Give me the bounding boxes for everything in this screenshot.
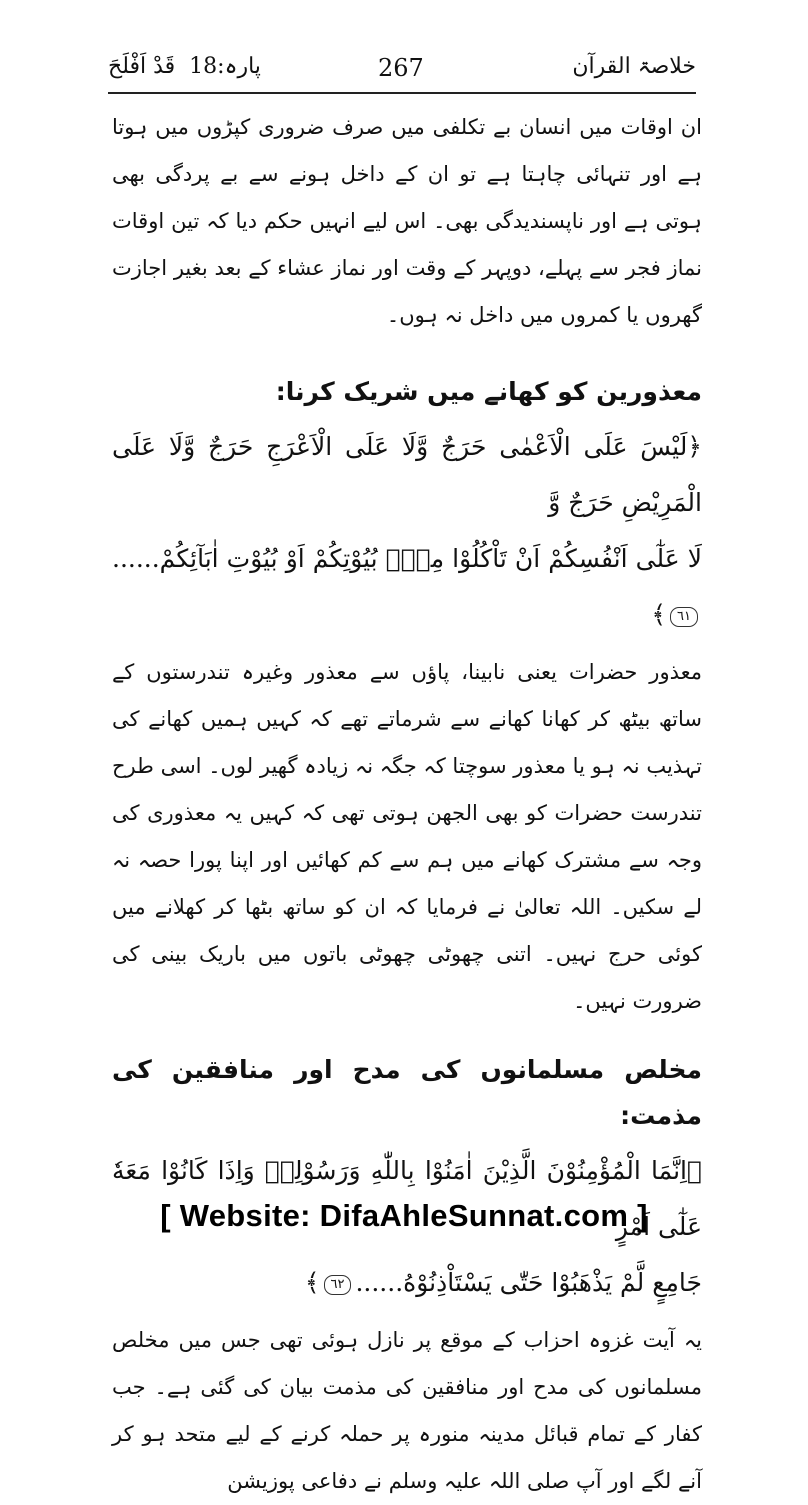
text-line: جگہ نہ زیادہ گھیر لوں۔ اسی طرح تندرست حضرات کو بھی الجھن ہوتی تھی کہ کہیں یہ	[112, 754, 702, 825]
verse-close-bracket: ﴾	[304, 1268, 320, 1297]
ayah-number-badge: ٦١	[670, 607, 698, 627]
text-line: حملہ کرنے کے لیے متحد ہو کر آنے لگے اور آپ صلی اللہ علیہ وسلم نے دفاعی پوزیشن	[112, 1422, 702, 1493]
section-heading: معذورین کو کھانے میں شریک کرنا:	[275, 377, 702, 406]
intro-paragraph	[112, 104, 702, 339]
body-paragraph	[112, 1317, 702, 1505]
quran-verse	[112, 419, 702, 643]
text-line: چھوٹی باتوں میں باریک بینی کی ضرورت نہیں۔	[112, 942, 702, 1013]
body-paragraph	[112, 649, 702, 1025]
text-line: چاہتا ہے تو ان کے داخل ہونے سے بے پردگی بھی ہوتی ہے اور ناپسندیدگی بھی۔ اس	[112, 162, 702, 233]
verse-line	[112, 1255, 702, 1311]
text-line: یہ آیت غزوہ احزاب کے موقع پر نازل ہوئی تھی جس میں مخلص مسلمانوں	[112, 1328, 702, 1399]
text-line: لیے انہیں حکم دیا کہ تین اوقات نماز فجر سے پہلے، دوپہر کے وقت اور نماز عشاء کے	[112, 209, 703, 280]
website-footer: [ Website: DifaAhleSunnat.com ]	[160, 1198, 648, 1233]
ayah-number-badge: ٦٢	[324, 1275, 352, 1295]
verse-line-text: لَا عَلٰٓى اَنْفُسِكُمْ اَنْ تَاْكُلُوْا مِنْۢ بُيُوْتِكُمْ اَوْ بُيُوْتِ اٰبَآئِكُمْ......	[112, 544, 702, 573]
para-info	[108, 54, 261, 79]
page-number: 267	[378, 54, 424, 82]
text-line: ان اوقات میں انسان بے تکلفی میں صرف ضروری کپڑوں میں ہوتا ہے اور تنہائی	[112, 115, 702, 186]
section-heading: مخلص مسلمانوں کی مدح اور منافقین کی مذمت:	[112, 1055, 702, 1130]
page-header	[108, 52, 696, 94]
verse-close-bracket: ﴾	[651, 600, 667, 629]
page-content	[112, 104, 702, 1505]
text-line: کر کھانا کھانے سے شرماتے تھے کہ کہیں ہمیں کھانے کی تہذیب نہ ہو یا معذور سوچتا کہ	[112, 707, 702, 778]
text-line: سکیں۔ اللہ تعالیٰ نے فرمایا کہ ان کو ساتھ بٹھا کر کھلانے میں کوئی حرج نہیں۔ اتنی چھوٹی	[112, 895, 702, 966]
para-name: قَدْ اَفْلَحَ	[108, 54, 176, 79]
para-label: پارہ:18	[189, 54, 261, 79]
text-line: بعد بغیر اجازت گھروں یا کمروں میں داخل نہ ہوں۔	[112, 256, 702, 327]
text-line: معذوری کی وجہ سے مشترک کھانے میں ہم سے کم کھائیں اور اپنا پورا حصہ نہ لے	[112, 801, 702, 919]
text-line: کی مدح اور منافقین کی مذمت بیان کی گئی ہے۔ جب کفار کے تمام قبائل مدینہ منورہ پر	[112, 1375, 702, 1446]
verse-line-text: جَامِعٍ لَّمْ يَذْهَبُوْا حَتّٰى يَسْتَاْذِنُوْهُ......	[355, 1268, 702, 1297]
verse-line: ﴿لَيْسَ عَلَى الْاَعْمٰى حَرَجٌ وَّلَا عَلَى الْاَعْرَجِ حَرَجٌ وَّلَا عَلَى الْمَرِيْضِ حَرَجٌ وَّ	[112, 432, 702, 517]
verse-line	[112, 531, 702, 643]
book-title: خلاصۃ القرآن	[572, 54, 696, 79]
text-line: معذور حضرات یعنی نابینا، پاؤں سے معذور وغیرہ تندرستوں کے ساتھ بیٹھ	[112, 660, 702, 731]
verse-line: ﴿اِنَّمَا الْمُؤْمِنُوْنَ الَّذِيْنَ اٰمَنُوْا بِاللّٰهِ وَرَسُوْلِهٖ وَاِذَا كَانُوْا مَعَهٗ عَلٰٓى اَمْرٍ	[112, 1156, 702, 1241]
